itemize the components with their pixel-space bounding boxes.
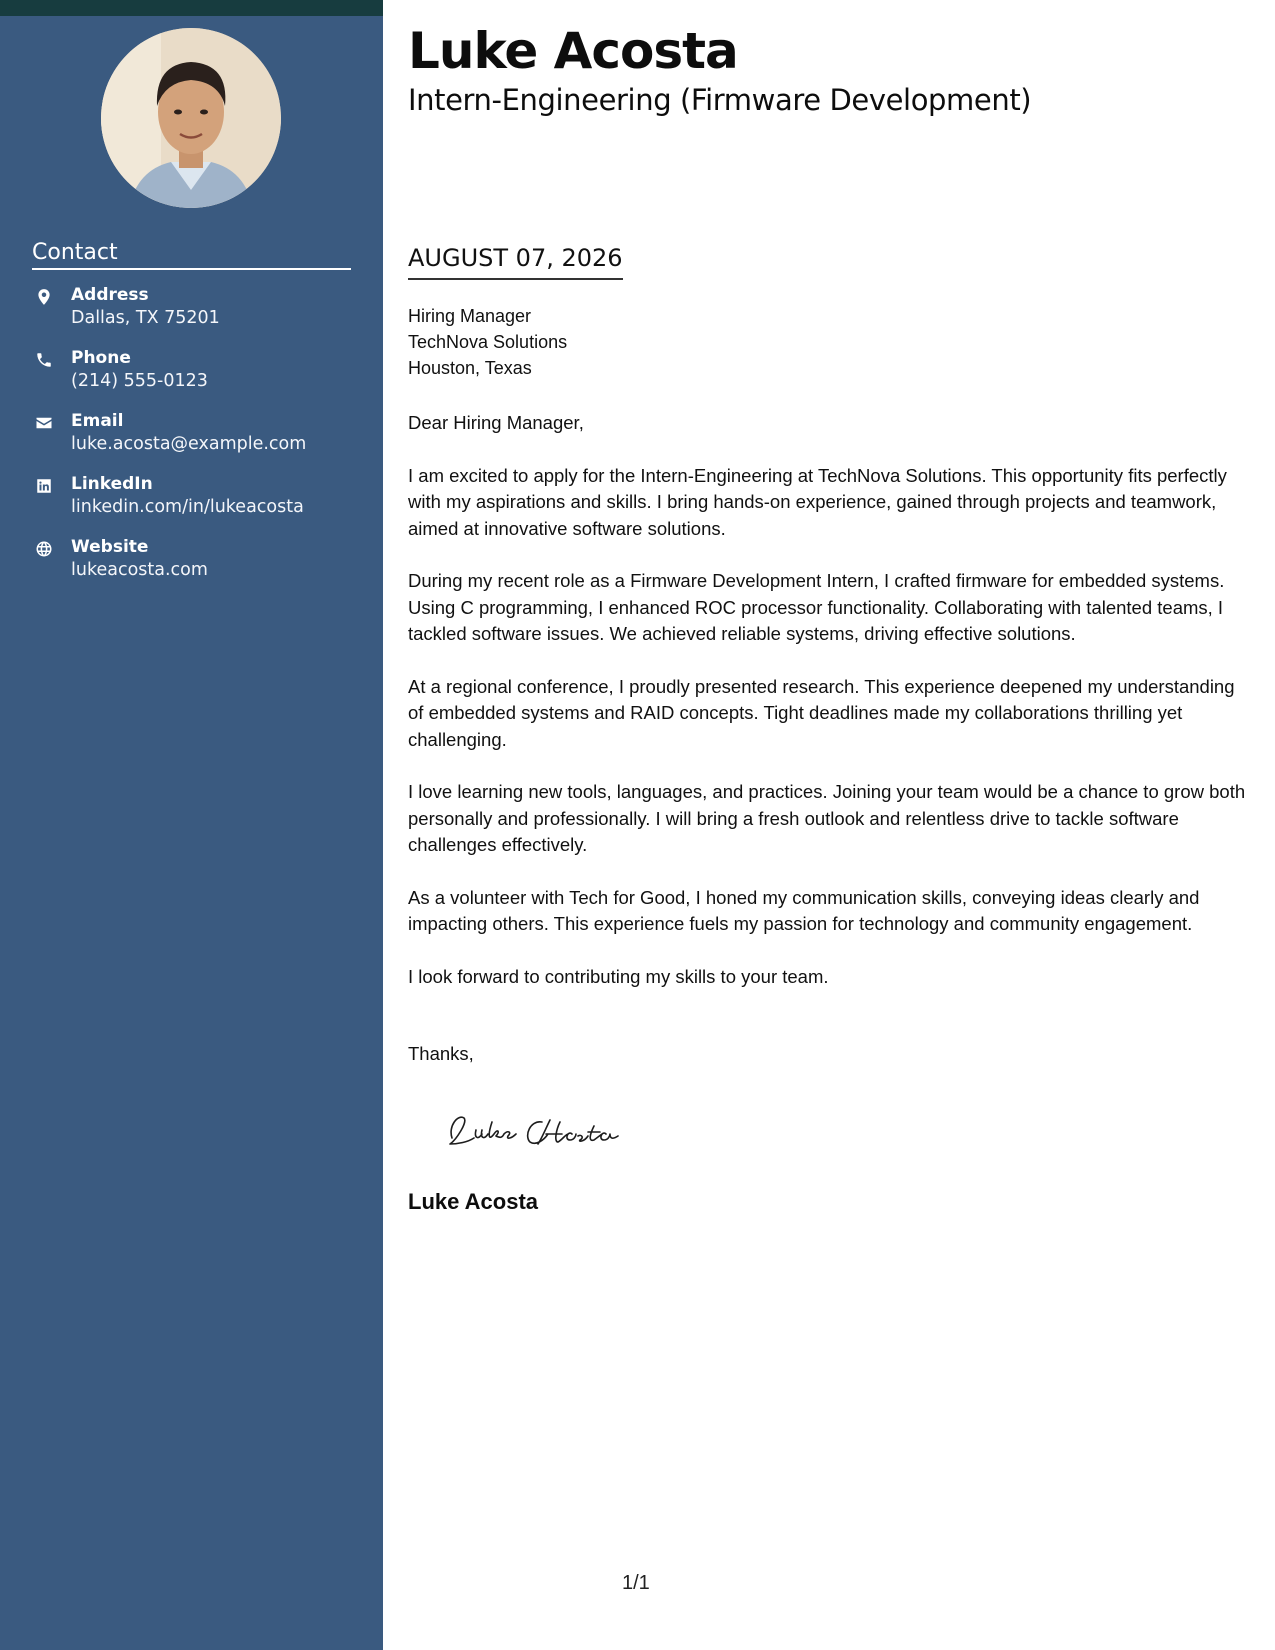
recipient-block (408, 303, 567, 381)
body-paragraph: I love learning new tools, languages, and practices. Joining your team would be a chance to grow both personally and professionally. I will bring a fresh outlook and relentless drive to tackle software challenges effectively. (408, 781, 1246, 855)
contact-heading: Contact (32, 240, 351, 270)
envelope-icon (34, 413, 54, 433)
contact-label: Website (71, 537, 149, 557)
profile-photo-illustration (101, 28, 281, 208)
contact-item-phone (32, 347, 362, 410)
job-title: Intern-Engineering (Firmware Development) (408, 83, 1032, 117)
website-link[interactable]: lukeacosta.com (71, 560, 208, 580)
contact-item-address (32, 284, 362, 347)
contact-item-email (32, 410, 362, 473)
signer-name: Luke Acosta (408, 1189, 539, 1214)
handwritten-signature (438, 1100, 658, 1160)
recipient-company: TechNova Solutions (408, 332, 568, 352)
recipient-name: Hiring Manager (408, 306, 532, 326)
body-paragraph: As a volunteer with Tech for Good, I honed my communication skills, conveying ideas clearly and impacting others. This experience fuels my passion for technology and community engagement. (408, 886, 1200, 934)
map-pin-icon (34, 287, 54, 307)
address-value: Dallas, TX 75201 (71, 308, 220, 328)
linkedin-icon (34, 476, 54, 496)
body-paragraph: I am excited to apply for the Intern-Engineering at TechNova Solutions. This opportunity fits perfectly with my aspirations and skills. I bring hands-on experience, gained through projects and teamwork, aimed at innovative software solutions. (408, 464, 1227, 539)
email-link[interactable]: luke.acosta@example.com (71, 434, 307, 454)
body-paragraph: At a regional conference, I proudly presented research. This experience deepened my understanding of embedded systems and RAID concepts. Tight deadlines made my collaborations thrilling yet challenging. (408, 675, 1235, 750)
contact-label: Address (71, 285, 149, 305)
closing: Thanks, (408, 1043, 474, 1064)
contact-item-website (32, 536, 362, 599)
contact-label: LinkedIn (71, 474, 153, 494)
salutation: Dear Hiring Manager, (408, 412, 584, 433)
contact-label: Phone (71, 348, 131, 368)
sidebar (0, 0, 383, 1650)
contact-label: Email (71, 411, 124, 431)
phone-value[interactable]: (214) 555-0123 (71, 371, 208, 391)
sidebar-top-bar (0, 0, 383, 16)
contact-list (32, 284, 362, 599)
recipient-location: Houston, Texas (408, 358, 532, 378)
body-paragraph: I look forward to contributing my skills to your team. (408, 965, 829, 987)
letter-date: AUGUST 07, 2026 (408, 244, 623, 280)
applicant-name: Luke Acosta (408, 22, 738, 80)
profile-photo (101, 28, 281, 208)
phone-icon (34, 350, 54, 370)
page-number: 1/1 (622, 1572, 650, 1594)
body-paragraph: During my recent role as a Firmware Development Intern, I crafted firmware for embedded systems. Using C programming, I enhanced ROC processor functionality. Collaborating with talented teams, I tackled software issues. We achieved reliable systems, driving effective solutions. (408, 570, 1225, 644)
globe-icon (34, 539, 54, 559)
letter-body (408, 410, 1248, 1016)
contact-item-linkedin (32, 473, 362, 536)
linkedin-link[interactable]: linkedin.com/in/lukeacosta (71, 497, 304, 517)
